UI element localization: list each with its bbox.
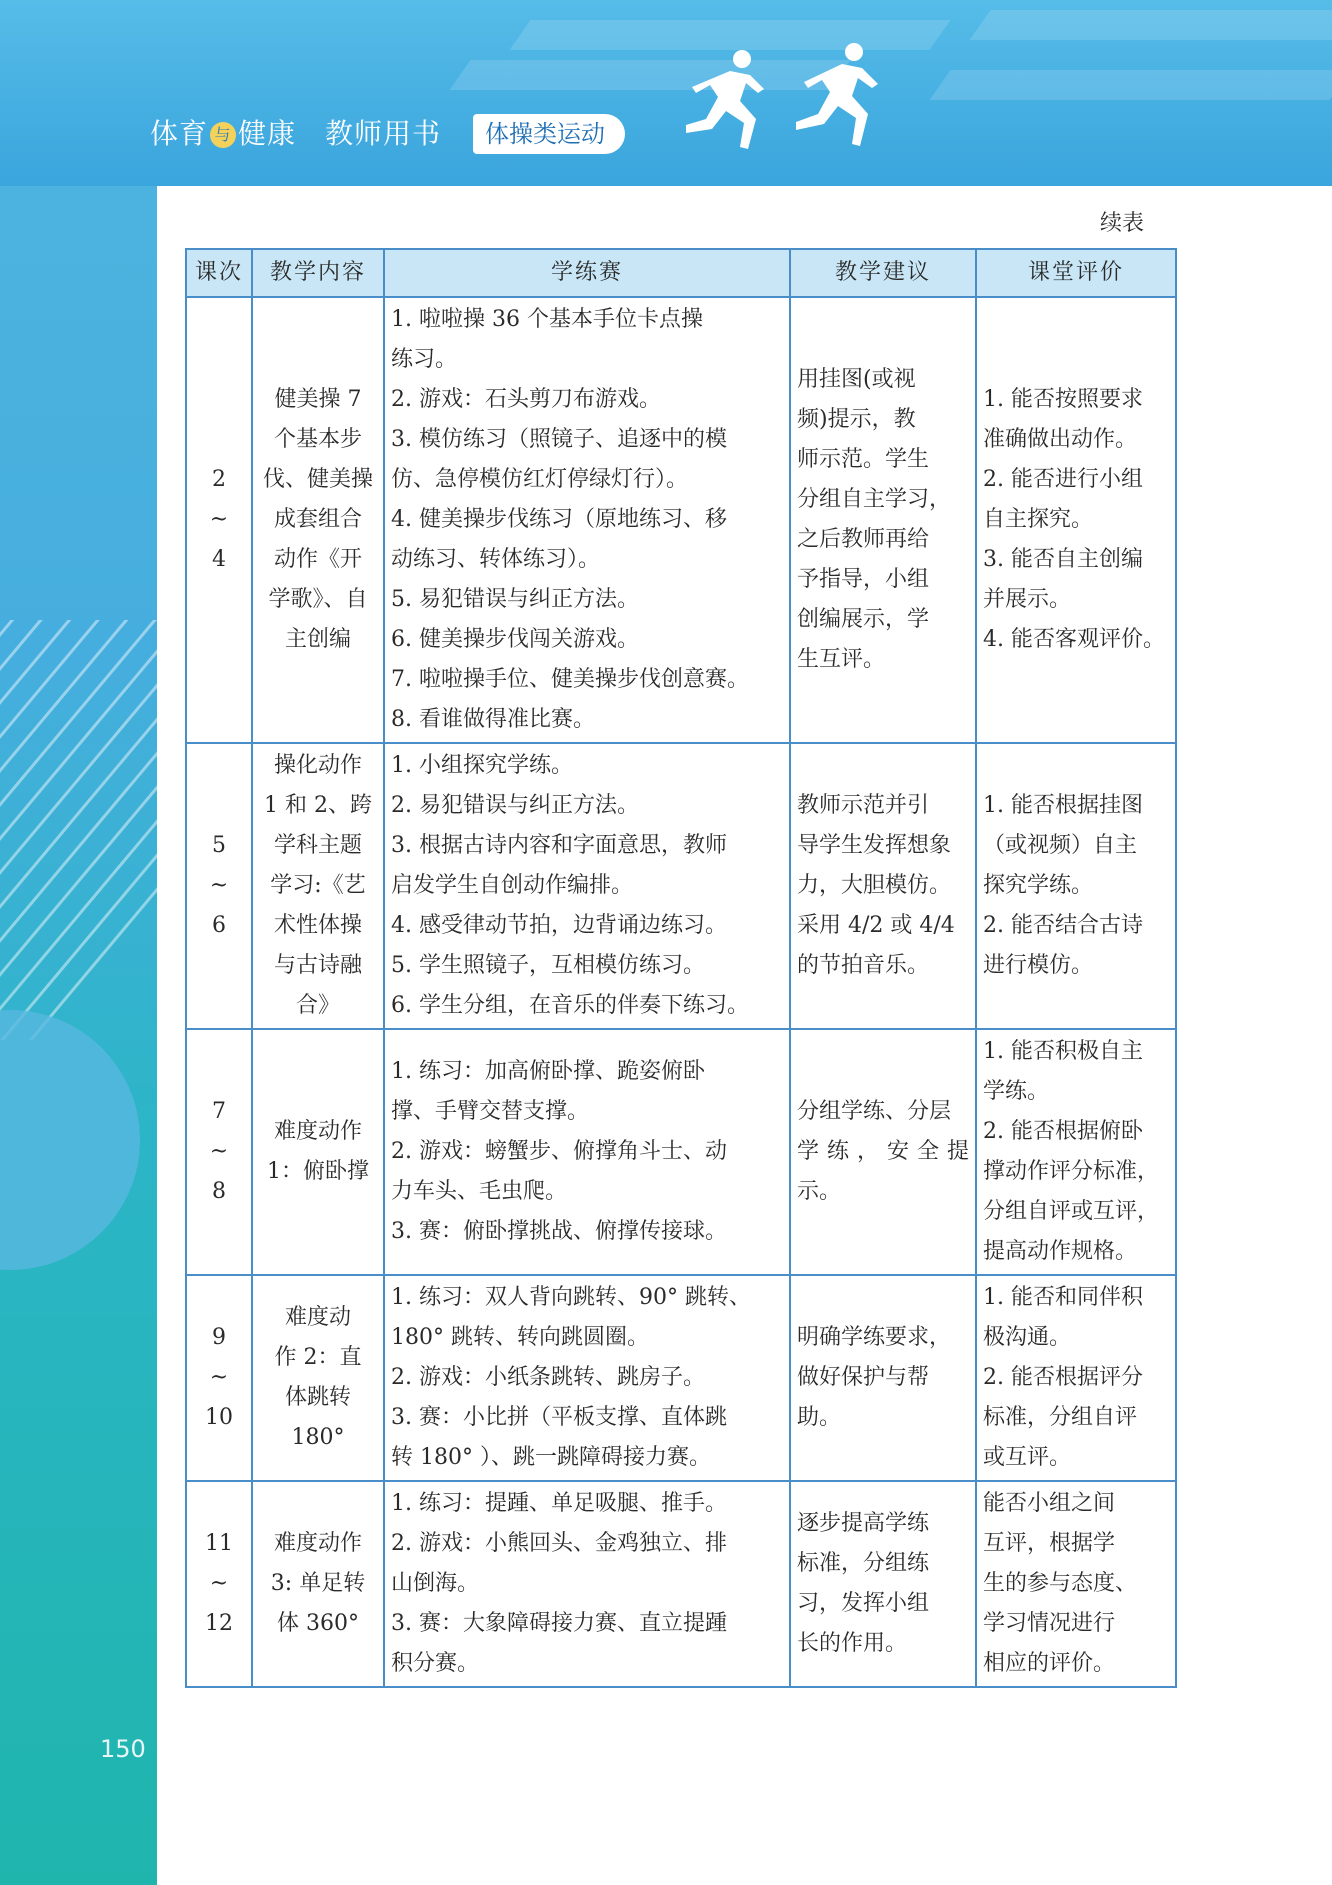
cell-line: 相应的评价。	[983, 1651, 1116, 1676]
book-title-part: 体育	[150, 117, 209, 150]
cell-line: 难度动作	[273, 1119, 362, 1144]
cell-line: 12	[205, 1611, 233, 1636]
teaching-suggestion-cell	[790, 743, 976, 1029]
cell-line: 3. 赛：大象障碍接力赛、直立提踵	[391, 1611, 727, 1636]
cell-line: 标准，分组练	[797, 1551, 930, 1576]
cell-line: 6	[212, 913, 226, 938]
cell-line: 难度动作	[273, 1531, 362, 1556]
cell-line: 操化动作	[273, 753, 362, 778]
cell-line: 生互评。	[797, 647, 886, 672]
cell-line: 伐、健美操	[262, 467, 373, 492]
table-row	[186, 1481, 1176, 1687]
cell-line: 6. 健美操步伐闯关游戏。	[391, 627, 639, 652]
cell-line: ~	[209, 873, 229, 898]
cell-line: 2. 游戏：螃蟹步、俯撑角斗士、动	[391, 1139, 727, 1164]
cell-line: 难度动	[284, 1305, 351, 1330]
teaching-suggestion-cell	[790, 1481, 976, 1687]
stripe-decor	[0, 620, 157, 818]
cell-line: 撑、手臂交替支撑。	[391, 1099, 590, 1124]
evaluation-cell	[976, 1481, 1176, 1687]
cell-line: 体跳转	[284, 1385, 351, 1410]
cell-line: 学练，安全提示。	[797, 1139, 969, 1204]
practice-cell	[384, 1275, 790, 1481]
teaching-content-cell	[252, 297, 384, 743]
cell-line: 积分赛。	[391, 1651, 480, 1676]
cell-line: 个基本步	[273, 427, 362, 452]
cell-line: 1. 练习：双人背向跳转、90° 跳转、	[391, 1285, 751, 1310]
teaching-content-cell	[252, 1481, 384, 1687]
cell-line: 2. 游戏：小纸条跳转、跳房子。	[391, 1365, 705, 1390]
cell-line: 学习情况进行	[983, 1611, 1116, 1636]
cell-line: 学歌》、自	[268, 587, 368, 612]
cell-line: 动练习、转体练习）。	[391, 547, 601, 572]
cell-line: 力，大胆模仿。	[797, 873, 952, 898]
practice-cell	[384, 297, 790, 743]
cell-line: 2. 游戏：石头剪刀布游戏。	[391, 387, 661, 412]
cell-line: 7	[212, 1099, 226, 1124]
column-header: 教学建议	[790, 249, 976, 297]
cell-line: 做好保护与帮	[797, 1365, 930, 1390]
diagonal-stripes-decor	[0, 620, 157, 1040]
cell-line: 导学生发挥想象	[797, 833, 952, 858]
teaching-suggestion-cell	[790, 1029, 976, 1275]
lesson-number-cell	[186, 1275, 252, 1481]
cell-line: 3. 赛：小比拼（平板支撑、直体跳	[391, 1405, 727, 1430]
cell-line: 逐步提高学练	[797, 1511, 930, 1536]
cell-line: 练习。	[391, 347, 458, 372]
page-number: 150	[100, 1735, 146, 1763]
stripe-decor	[0, 620, 157, 1040]
cell-line: 4	[212, 547, 226, 572]
teaching-content-cell	[252, 743, 384, 1029]
teaching-content-cell	[252, 1029, 384, 1275]
cell-line: 创编展示，学	[797, 607, 930, 632]
cell-line: 1. 能否和同伴积	[983, 1285, 1143, 1310]
column-header: 学练赛	[384, 249, 790, 297]
cell-line: 3. 根据古诗内容和字面意思，教师	[391, 833, 727, 858]
cell-line: 作 2：直	[274, 1345, 362, 1370]
cell-line: 5. 易犯错误与纠正方法。	[391, 587, 639, 612]
cell-line: 2. 易犯错误与纠正方法。	[391, 793, 639, 818]
cell-line: 1. 能否按照要求	[983, 387, 1143, 412]
cell-line: 1 和 2、跨	[264, 793, 372, 818]
teaching-suggestion-cell	[790, 1275, 976, 1481]
cell-line: 1. 小组探究学练。	[391, 753, 573, 778]
cell-line: 合》	[295, 993, 340, 1018]
cell-line: 之后教师再给	[797, 527, 930, 552]
cell-line: 采用 4/2 或 4/4	[797, 913, 955, 938]
cell-line: 6. 学生分组，在音乐的伴奏下练习。	[391, 993, 749, 1018]
cell-line: 进行模仿。	[983, 953, 1094, 978]
cell-line: 1. 能否积极自主	[983, 1039, 1143, 1064]
cell-line: 5	[212, 833, 226, 858]
cell-line: 9	[212, 1325, 226, 1350]
cell-line: 师示范。学生	[797, 447, 930, 472]
cell-line: ~	[209, 1139, 229, 1164]
cell-line: 明确学练要求，	[797, 1325, 952, 1350]
cell-line: 术性体操	[273, 913, 362, 938]
cell-line: ~	[209, 1365, 229, 1390]
cell-line: 能否小组之间	[983, 1491, 1116, 1516]
cell-line: 1. 练习：提踵、单足吸腿、推手。	[391, 1491, 727, 1516]
lesson-number-cell	[186, 1481, 252, 1687]
cell-line: 1：俯卧撑	[267, 1159, 369, 1184]
evaluation-cell	[976, 1029, 1176, 1275]
cell-line: 自主探究。	[983, 507, 1094, 532]
table-row	[186, 1275, 1176, 1481]
cell-line: 1. 啦啦操 36 个基本手位卡点操	[391, 307, 703, 332]
practice-cell	[384, 1481, 790, 1687]
cell-line: 生的参与态度、	[983, 1571, 1138, 1596]
cell-line: 主创编	[284, 627, 351, 652]
continued-label: 续表	[1100, 211, 1145, 236]
table-row	[186, 743, 1176, 1029]
table-row	[186, 1029, 1176, 1275]
lesson-number-cell	[186, 743, 252, 1029]
cell-line: 与古诗融	[273, 953, 362, 978]
cell-line: 4. 感受律动节拍，边背诵边练习。	[391, 913, 727, 938]
stripe-decor	[0, 620, 157, 716]
table-header-row	[186, 249, 1176, 297]
cell-line: 或互评。	[983, 1445, 1072, 1470]
yu-badge: 与	[210, 122, 236, 148]
cell-line: ~	[209, 507, 229, 532]
cell-line: 8	[212, 1179, 226, 1204]
book-title	[150, 112, 441, 152]
cell-line: 力车头、毛虫爬。	[391, 1179, 568, 1204]
cell-line: ~	[209, 1571, 229, 1596]
cell-line: 5. 学生照镜子，互相模仿练习。	[391, 953, 705, 978]
cell-line: 动作《开	[273, 547, 362, 572]
book-title-part: 健康 教师用书	[238, 117, 442, 150]
cell-line: 1. 能否根据挂图	[983, 793, 1143, 818]
column-header: 课次	[186, 249, 252, 297]
practice-cell	[384, 743, 790, 1029]
evaluation-cell	[976, 1275, 1176, 1481]
column-header: 课堂评价	[976, 249, 1176, 297]
cell-line: 3. 赛：俯卧撑挑战、俯撑传接球。	[391, 1219, 727, 1244]
cell-line: 仿、急停模仿红灯停绿灯行）。	[391, 467, 689, 492]
cell-line: 2	[212, 467, 226, 492]
cell-line: 探究学练。	[983, 873, 1094, 898]
column-header: 教学内容	[252, 249, 384, 297]
cell-line: 的节拍音乐。	[797, 953, 930, 978]
cell-line: 3: 单足转	[270, 1571, 366, 1596]
cell-line: 并展示。	[983, 587, 1072, 612]
cell-line: 习，发挥小组	[797, 1591, 930, 1616]
cell-line: 1. 练习：加高俯卧撑、跪姿俯卧	[391, 1059, 705, 1084]
cell-line: 180° 跳转、转向跳圆圈。	[391, 1325, 649, 1350]
teaching-suggestion-cell	[790, 297, 976, 743]
cell-line: 分组自评或互评，	[983, 1199, 1160, 1224]
cell-line: 成套组合	[273, 507, 362, 532]
cell-line: 10	[205, 1405, 233, 1430]
cell-line: 予指导，小组	[797, 567, 930, 592]
cell-line: 助。	[797, 1405, 842, 1430]
cell-line: 分组学练、分层	[797, 1099, 952, 1124]
cell-line: 2. 能否根据俯卧	[983, 1119, 1143, 1144]
lesson-number-cell	[186, 297, 252, 743]
cell-line: 准确做出动作。	[983, 427, 1138, 452]
evaluation-cell	[976, 297, 1176, 743]
cell-line: 标准，分组自评	[983, 1405, 1138, 1430]
left-decor-strip	[0, 0, 157, 1885]
cell-line: 8. 看谁做得准比赛。	[391, 707, 595, 732]
runner-silhouette-icon	[770, 38, 890, 153]
cell-line: 2. 能否结合古诗	[983, 913, 1143, 938]
cell-line: 3. 模仿练习（照镜子、追逐中的模	[391, 427, 727, 452]
cell-line: 4. 能否客观评价。	[983, 627, 1165, 652]
circle-decor	[0, 1010, 140, 1270]
lesson-number-cell	[186, 1029, 252, 1275]
cell-line: 山倒海。	[391, 1571, 480, 1596]
cell-line: 提高动作规格。	[983, 1239, 1138, 1264]
cell-line: 健美操 7	[274, 387, 362, 412]
practice-cell	[384, 1029, 790, 1275]
cell-line: 学练。	[983, 1079, 1050, 1104]
cell-line: 用挂图(或视	[797, 367, 916, 392]
cell-line: 11	[205, 1531, 233, 1556]
cell-line: 2. 能否根据评分	[983, 1365, 1143, 1390]
header-band-decor	[929, 70, 1332, 100]
table-row	[186, 297, 1176, 743]
cell-line: 极沟通。	[983, 1325, 1072, 1350]
cell-line: 撑动作评分标准，	[983, 1159, 1160, 1184]
cell-line: 互评，根据学	[983, 1531, 1116, 1556]
cell-line: （或视频）自主	[983, 833, 1138, 858]
header-band-decor	[969, 10, 1332, 40]
cell-line: 7. 啦啦操手位、健美操步伐创意赛。	[391, 667, 749, 692]
cell-line: 分组自主学习，	[797, 487, 952, 512]
cell-line: 频)提示，教	[797, 407, 916, 432]
cell-line: 教师示范并引	[797, 793, 930, 818]
lesson-plan-table	[185, 248, 1177, 1688]
cell-line: 转 180° ）、跳一跳障碍接力赛。	[391, 1445, 711, 1470]
evaluation-cell	[976, 743, 1176, 1029]
cell-line: 180°	[291, 1425, 345, 1450]
cell-line: 学科主题	[273, 833, 362, 858]
cell-line: 长的作用。	[797, 1631, 908, 1656]
cell-line: 启发学生自创动作编排。	[391, 873, 634, 898]
page-header-banner	[0, 0, 1332, 186]
cell-line: 2. 能否进行小组	[983, 467, 1143, 492]
cell-line: 4. 健美操步伐练习（原地练习、移	[391, 507, 727, 532]
cell-line: 体 360°	[277, 1611, 359, 1636]
runner-silhouette-icon	[660, 45, 780, 155]
teaching-content-cell	[252, 1275, 384, 1481]
cell-line: 3. 能否自主创编	[983, 547, 1143, 572]
chapter-tag: 体操类运动	[473, 114, 625, 154]
cell-line: 学习:《艺	[270, 873, 366, 898]
cell-line: 2. 游戏：小熊回头、金鸡独立、排	[391, 1531, 727, 1556]
